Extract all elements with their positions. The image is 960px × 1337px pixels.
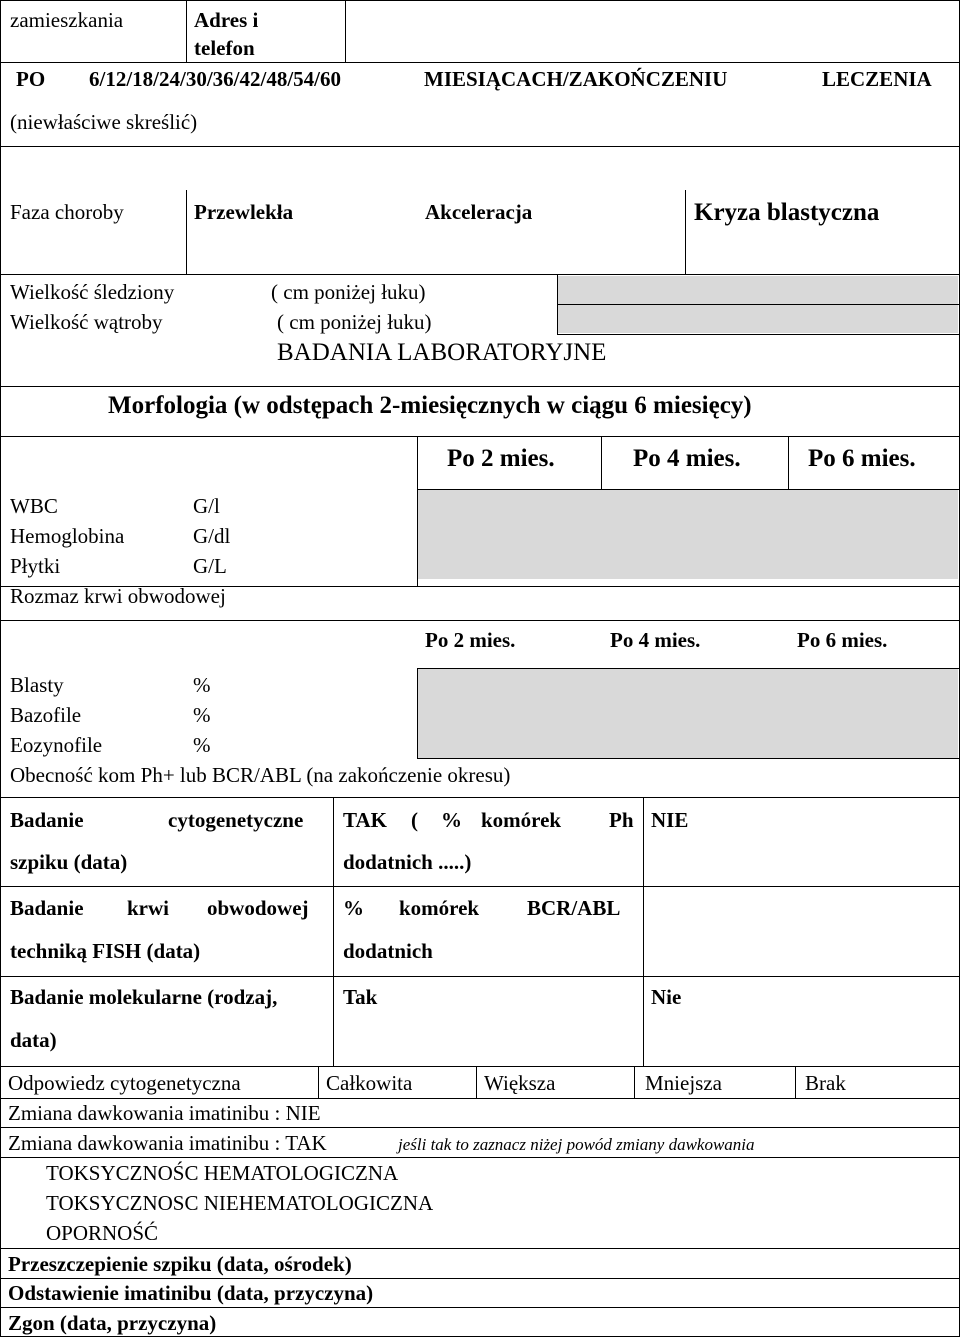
rule — [0, 797, 960, 798]
withdrawal-label: Odstawienie imatinibu (data, przyczyna) — [8, 1281, 374, 1305]
hgb-unit: G/dl — [193, 524, 231, 548]
blasts-label: Blasty — [10, 673, 64, 697]
reason-nonhematologic[interactable]: TOKSYCZNOSC NIEHEMATOLOGICZNA — [46, 1191, 434, 1215]
eosinophils-unit: % — [193, 733, 211, 757]
rule — [0, 1157, 960, 1158]
rule — [0, 886, 960, 887]
blasts-unit: % — [193, 673, 211, 697]
rule — [634, 1066, 635, 1098]
response-label: Odpowiedz cytogenetyczna — [8, 1071, 241, 1095]
spleen-label: Wielkość śledziony — [10, 280, 175, 304]
phase-label: Faza choroby — [10, 200, 124, 224]
months-list[interactable]: 6/12/18/24/30/36/42/48/54/60 — [89, 67, 342, 91]
transplant-label: Przeszczepienie szpiku (data, ośrodek) — [8, 1252, 352, 1276]
col-6-months: Po 6 mies. — [808, 445, 916, 472]
fish-value: komórek — [399, 896, 480, 920]
fish-label: techniką FISH (data) — [10, 939, 201, 963]
smear-col-6-months: Po 6 mies. — [797, 628, 888, 652]
fish-label: krwi — [127, 896, 169, 920]
marrow-yes: % — [441, 808, 462, 832]
response-minor[interactable]: Mniejsza — [645, 1071, 722, 1095]
marrow-yes: Ph — [609, 808, 634, 832]
rule — [0, 0, 960, 1]
marrow-label: Badanie — [10, 808, 84, 832]
morphology-title: Morfologia (w odstępach 2-miesięcznych w ciągu 6 miesięcy) — [108, 392, 752, 419]
wbc-unit: G/l — [193, 494, 220, 518]
plt-unit: G/L — [193, 554, 227, 578]
eosinophils-label: Eozynofile — [10, 733, 103, 757]
plt-label: Płytki — [10, 554, 61, 578]
rule — [0, 976, 960, 977]
spleen-fill[interactable] — [557, 276, 958, 304]
rule — [345, 0, 346, 62]
rule — [643, 797, 644, 1067]
after-label: PO — [16, 67, 46, 91]
morphology-fill[interactable] — [417, 489, 958, 579]
ph-title: Obecność kom Ph+ lub BCR/ABL (na zakończenie okresu) — [10, 763, 511, 787]
response-major[interactable]: Większa — [484, 1071, 556, 1095]
rule — [0, 62, 960, 63]
rule — [0, 386, 960, 387]
address-label: Adres i — [194, 8, 259, 32]
residence-label: zamieszkania — [10, 8, 124, 32]
fish-value: dodatnich — [343, 939, 433, 963]
marrow-yes: dodatnich .....) — [343, 850, 472, 874]
marrow-label: cytogenetyczne — [168, 808, 304, 832]
fish-value: % — [343, 896, 364, 920]
rule — [0, 146, 1, 386]
rule — [333, 797, 334, 1067]
months-end-label[interactable]: MIESIĄCACH/ZAKOŃCZENIU — [424, 67, 728, 91]
rule — [0, 1278, 960, 1279]
marrow-yes: ( — [411, 808, 418, 832]
fish-value: BCR/ABL — [527, 896, 621, 920]
rule — [417, 758, 960, 759]
rule — [0, 436, 960, 437]
dose-change-no[interactable]: Zmiana dawkowania imatinibu : NIE — [8, 1101, 321, 1125]
rule — [417, 489, 960, 490]
liver-unit: ( cm poniżej łuku) — [277, 310, 432, 334]
rule — [318, 1066, 319, 1098]
basophils-unit: % — [193, 703, 211, 727]
rule — [795, 1066, 796, 1098]
rule — [601, 436, 602, 489]
strike-note: (niewłaściwe skreślić) — [10, 110, 198, 134]
rule — [0, 386, 1, 966]
molecular-yes[interactable]: Tak — [343, 985, 378, 1009]
rule — [0, 620, 960, 621]
phase-blast-crisis[interactable]: Kryza blastyczna — [694, 199, 880, 226]
liver-label: Wielkość wątroby — [10, 310, 163, 334]
dose-change-yes[interactable]: Zmiana dawkowania imatinibu : TAK — [8, 1131, 327, 1155]
rule — [557, 304, 959, 305]
marrow-no[interactable]: NIE — [651, 808, 689, 832]
smear-fill[interactable] — [417, 668, 958, 758]
spleen-unit: ( cm poniżej łuku) — [271, 280, 426, 304]
smear-col-4-months: Po 4 mies. — [610, 628, 701, 652]
rule — [417, 436, 418, 586]
response-complete[interactable]: Całkowita — [326, 1071, 413, 1095]
address-label: telefon — [194, 36, 255, 60]
molecular-no[interactable]: Nie — [651, 985, 682, 1009]
rule — [0, 1307, 960, 1308]
rule — [685, 190, 686, 274]
molecular-label: data) — [10, 1028, 57, 1052]
rule — [0, 1098, 960, 1099]
rule — [0, 0, 1, 146]
wbc-label: WBC — [10, 494, 58, 518]
fish-label: Badanie — [10, 896, 84, 920]
rule — [417, 668, 418, 758]
rule — [557, 274, 558, 334]
treatment-label: LECZENIA — [822, 67, 932, 91]
marrow-label: szpiku (data) — [10, 850, 128, 874]
marrow-yes: komórek — [481, 808, 562, 832]
rule — [0, 1066, 1, 1336]
rule — [0, 966, 1, 1066]
rule — [186, 190, 187, 274]
death-label: Zgon (data, przyczyna) — [8, 1311, 217, 1335]
response-none[interactable]: Brak — [805, 1071, 846, 1095]
hgb-label: Hemoglobina — [10, 524, 125, 548]
phase-acceleration[interactable]: Akceleracja — [425, 200, 533, 224]
col-4-months: Po 4 mies. — [633, 445, 741, 472]
rule — [0, 1248, 960, 1249]
lab-title: BADANIA LABORATORYJNE — [277, 339, 607, 366]
marrow-yes[interactable]: TAK — [343, 808, 387, 832]
phase-chronic[interactable]: Przewlekła — [194, 200, 294, 224]
fish-label: obwodowej — [207, 896, 309, 920]
rule — [476, 1066, 477, 1098]
rule — [788, 436, 789, 489]
rule — [417, 668, 960, 669]
col-2-months: Po 2 mies. — [447, 445, 555, 472]
smear-col-2-months: Po 2 mies. — [425, 628, 516, 652]
rule — [557, 334, 959, 335]
rule — [0, 146, 960, 147]
basophils-label: Bazofile — [10, 703, 82, 727]
reason-hematologic[interactable]: TOKSYCZNOŚC HEMATOLOGICZNA — [46, 1161, 399, 1185]
rule — [0, 1066, 960, 1067]
molecular-label: Badanie molekularne (rodzaj, — [10, 985, 278, 1009]
rule — [0, 1127, 960, 1128]
liver-fill[interactable] — [557, 305, 958, 333]
rule — [0, 274, 960, 275]
smear-title: Rozmaz krwi obwodowej — [10, 584, 226, 608]
reason-resistance[interactable]: OPORNOŚĆ — [46, 1221, 159, 1245]
rule — [186, 0, 187, 62]
dose-change-note: jeśli tak to zaznacz niżej powód zmiany dawkowania — [398, 1135, 755, 1154]
